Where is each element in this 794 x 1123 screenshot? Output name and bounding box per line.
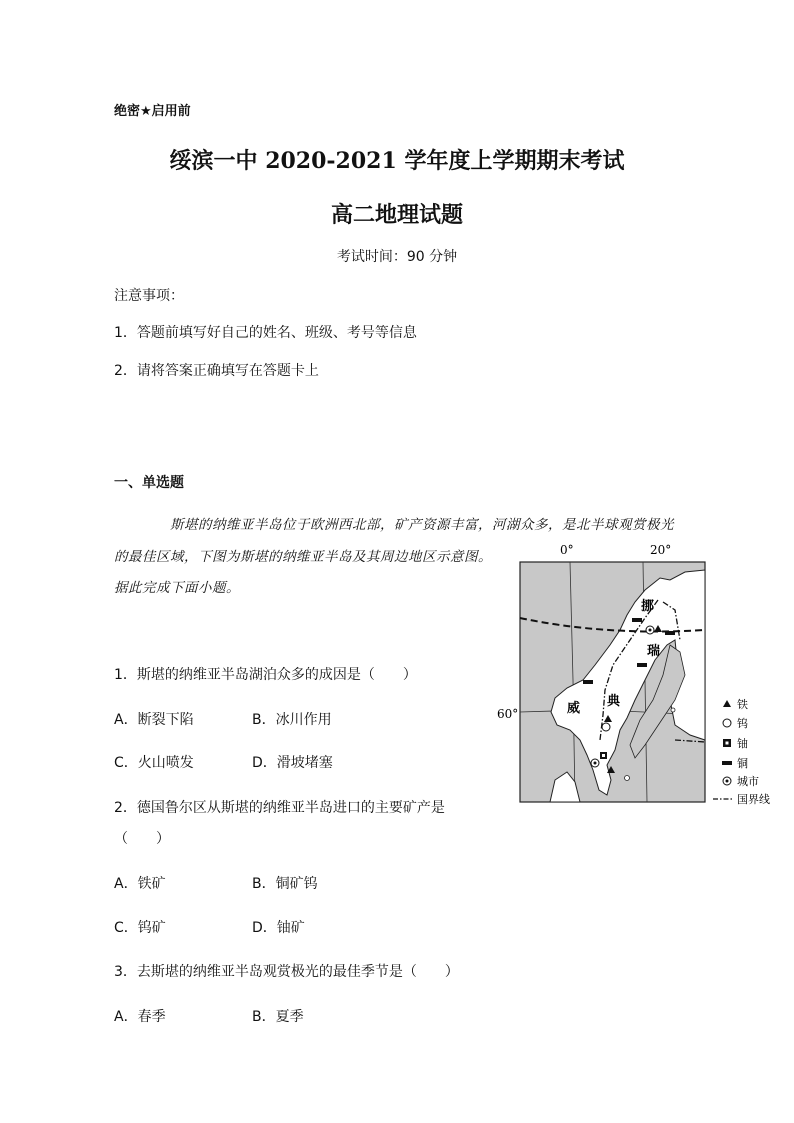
label-nor-2: 威 (567, 701, 581, 716)
notes-item-2: 2．请将答案正确填写在答题卡上 (114, 363, 319, 379)
legend-city-label: 城市 (737, 775, 759, 788)
question-1-option-a[interactable]: A．断裂下陷 (114, 712, 194, 728)
section-heading: 一、单选题 (114, 475, 184, 491)
map-legend (713, 697, 770, 806)
copper-symbol (632, 618, 642, 622)
question-3-option-a[interactable]: A．春季 (114, 1009, 166, 1025)
question-2-option-a[interactable]: A．铁矿 (114, 876, 166, 892)
question-2-stem-cont: （ ） (114, 831, 170, 847)
notes-heading: 注意事项： (114, 288, 184, 304)
map-lon-label-0: 0° (560, 543, 574, 557)
legend-uranium-icon-core (726, 742, 729, 745)
question-1-stem: 1．斯堪的纳维亚半岛湖泊众多的成因是（ ） (114, 667, 417, 683)
island-1 (625, 776, 630, 781)
question-2-option-b[interactable]: B．铜矿钨 (252, 876, 318, 892)
legend-iron-label: 铁 (737, 698, 748, 711)
island-2 (671, 708, 675, 712)
map-lat-label-60: 60° (497, 707, 519, 721)
question-1-option-b[interactable]: B．冰川作用 (252, 712, 332, 728)
question-1-option-d[interactable]: D．滑坡堵塞 (252, 755, 333, 771)
passage-line-3: 据此完成下面小题。 (114, 580, 240, 596)
passage-line-2: 的最佳区域，下图为斯堪的纳维亚半岛及其周边地区示意图。 (114, 549, 492, 565)
copper-symbol (583, 680, 593, 684)
confidential-label: 绝密★启用前 (114, 104, 191, 119)
map-lon-label-20: 20° (650, 543, 672, 557)
legend-city-icon-dot (726, 780, 729, 783)
legend-copper-icon (722, 761, 732, 765)
uranium-symbol-core (602, 754, 605, 757)
legend-tungsten-icon (723, 719, 731, 727)
exam-subtitle: 高二地理试题 (330, 202, 463, 228)
question-2-stem: 2．德国鲁尔区从斯堪的纳维亚半岛进口的主要矿产是 (114, 800, 445, 816)
label-swe-1: 瑞 (647, 644, 661, 659)
copper-symbol (637, 663, 647, 667)
legend-tungsten-label: 钨 (737, 717, 748, 730)
tungsten-symbol (602, 723, 610, 731)
label-nor-1: 挪 (641, 599, 655, 614)
legend-copper-label: 铜 (737, 757, 748, 770)
city-symbol-dot (594, 762, 597, 765)
exam-title: 绥滨一中 2020-2021 学年度上学期期末考试 (169, 148, 625, 174)
legend-uranium-label: 铀 (737, 737, 748, 750)
scandinavia-map (495, 540, 790, 810)
question-2-option-c[interactable]: C．钨矿 (114, 920, 166, 936)
passage-line-1: 斯堪的纳维亚半岛位于欧洲西北部，矿产资源丰富，河湖众多，是北半球观赏极光 (170, 517, 674, 533)
legend-iron-icon (723, 700, 731, 707)
question-2-option-d[interactable]: D．铀矿 (252, 920, 305, 936)
exam-time: 考试时间：90 分钟 (336, 249, 458, 265)
copper-symbol (665, 631, 675, 635)
question-3-option-b[interactable]: B．夏季 (252, 1009, 304, 1025)
city-symbol-dot (649, 629, 652, 632)
question-3-stem: 3．去斯堪的纳维亚半岛观赏极光的最佳季节是（ ） (114, 964, 459, 980)
legend-border-label: 国界线 (737, 793, 770, 806)
notes-item-1: 1．答题前填写好自己的姓名、班级、考号等信息 (114, 325, 417, 341)
label-swe-2: 典 (607, 694, 621, 709)
question-1-option-c[interactable]: C．火山喷发 (114, 755, 194, 771)
